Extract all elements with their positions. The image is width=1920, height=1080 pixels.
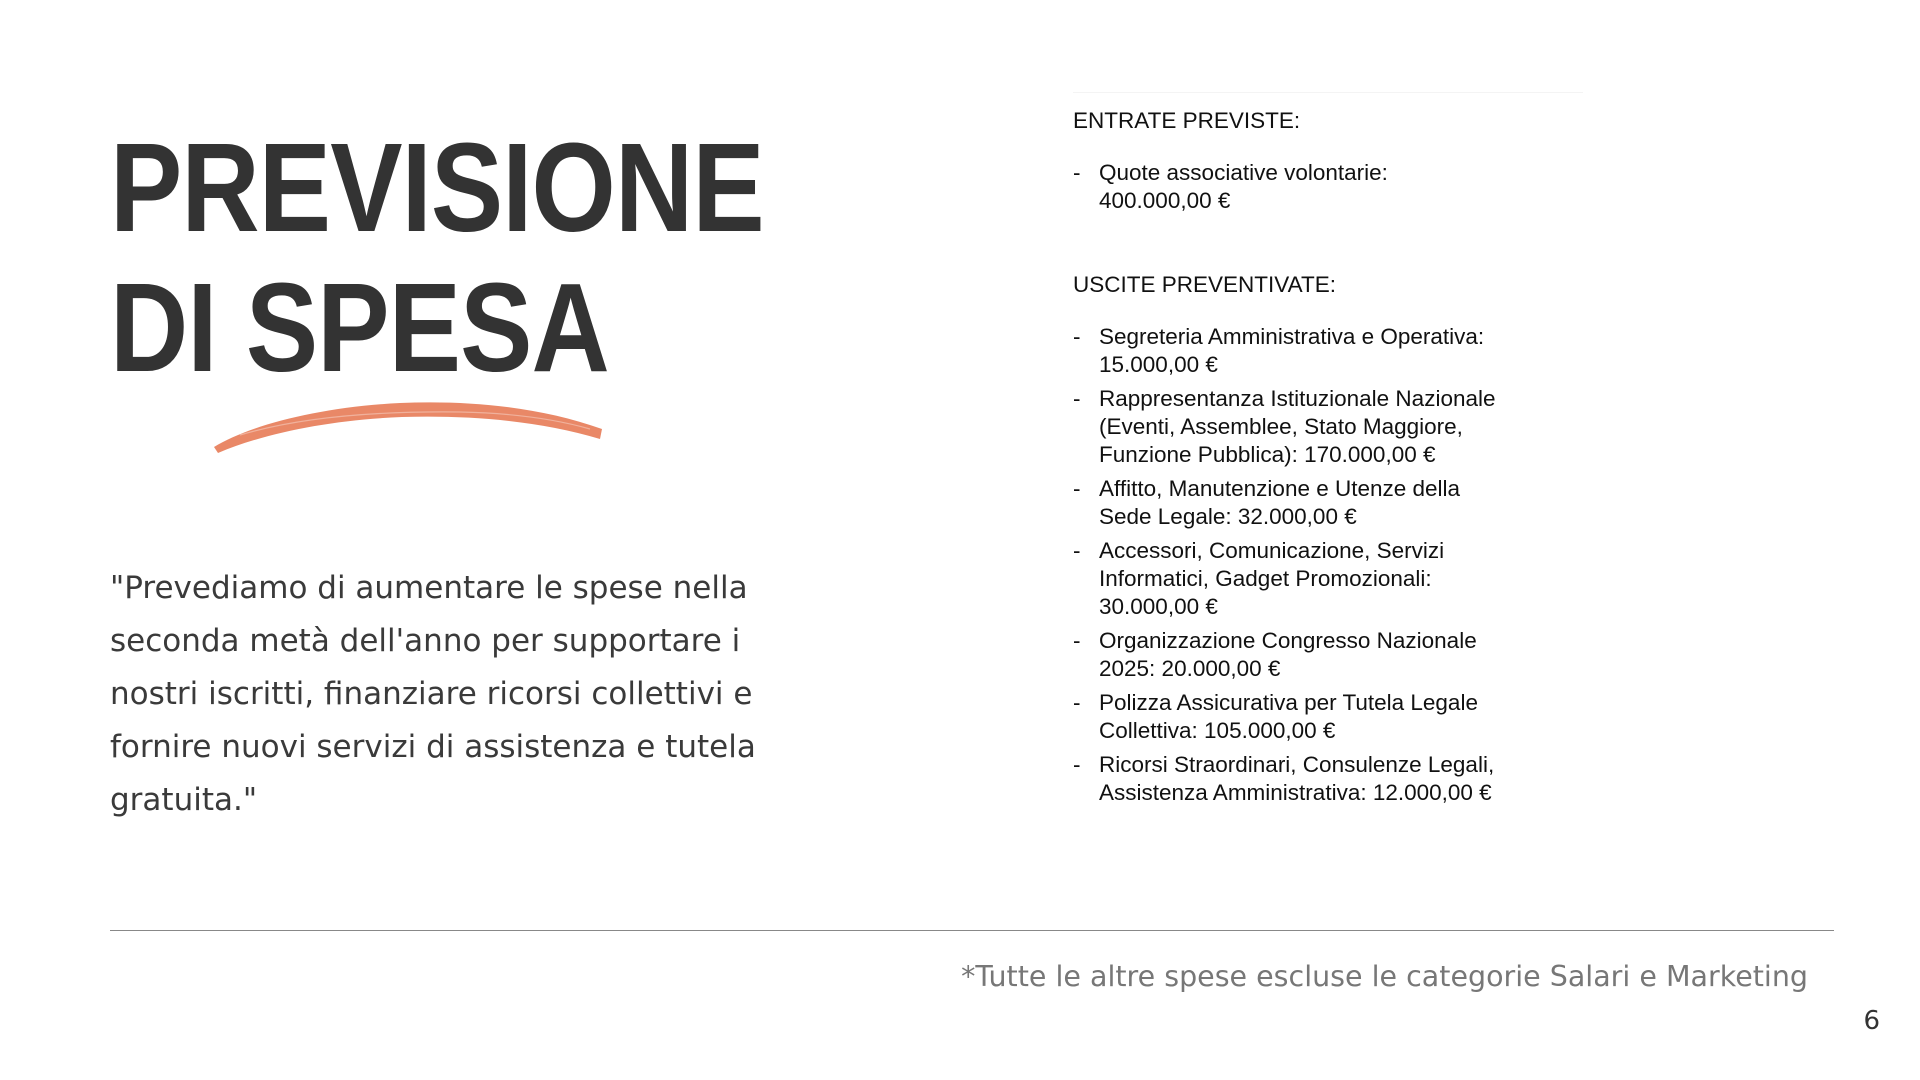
page-number: 6 <box>1863 1006 1880 1036</box>
dash-bullet: - <box>1073 160 1081 185</box>
expense-text: Rappresentanza Istituzionale Nazionale (Eventi, Assemblee, Stato Maggiore, Funzione Pubblica): 170.000,00 € <box>1099 386 1496 467</box>
list-item <box>1073 323 1539 379</box>
list-item <box>1073 689 1539 745</box>
expense-heading: USCITE PREVENTIVATE: <box>1073 272 1336 297</box>
title-line-2: DI SPESA <box>110 257 609 398</box>
footnote: *Tutte le altre spese escluse le categorie Salari e Marketing <box>961 960 1808 993</box>
expense-text: Accessori, Comunicazione, Servizi Informatici, Gadget Promozionali: 30.000,00 € <box>1099 538 1445 619</box>
dash-bullet: - <box>1073 690 1081 715</box>
dash-bullet: - <box>1073 386 1081 411</box>
slide-title <box>110 118 764 398</box>
income-heading: ENTRATE PREVISTE: <box>1073 108 1301 133</box>
section-spacer <box>1073 221 1573 271</box>
brush-stroke-shape <box>214 402 602 453</box>
dash-bullet: - <box>1073 476 1081 501</box>
income-amount: 400.000,00 € <box>1099 188 1231 213</box>
income-list <box>1073 159 1573 215</box>
dash-bullet: - <box>1073 752 1081 777</box>
list-item <box>1073 385 1499 469</box>
list-item <box>1073 159 1573 215</box>
expense-text: Ricorsi Straordinari, Consulenze Legali, Assistenza Amministrativa: 12.000,00 € <box>1099 752 1495 805</box>
divider-line <box>110 930 1834 931</box>
expense-text: Organizzazione Congresso Nazionale 2025: 20.000,00 € <box>1099 628 1477 681</box>
dash-bullet: - <box>1073 538 1081 563</box>
budget-panel <box>1073 92 1583 823</box>
list-item <box>1073 537 1499 621</box>
dash-bullet: - <box>1073 324 1081 349</box>
expense-text: Affitto, Manutenzione e Utenze della Sede Legale: 32.000,00 € <box>1099 476 1461 529</box>
expense-text: Polizza Assicurativa per Tutela Legale Collettiva: 105.000,00 € <box>1099 690 1478 743</box>
income-label: Quote associative volontarie: <box>1099 160 1388 185</box>
dash-bullet: - <box>1073 628 1081 653</box>
quote-text: "Prevediamo di aumentare le spese nella seconda metà dell'anno per supportare i nostri iscritti, finanziare ricorsi collettivi e fornire nuovi servizi di assistenza e tutela gratuita." <box>110 570 756 818</box>
expense-list <box>1073 323 1573 807</box>
list-item <box>1073 475 1504 531</box>
expense-text: Segreteria Amministrativa e Operativa: 15.000,00 € <box>1099 324 1485 377</box>
brush-stroke-decoration <box>210 385 605 455</box>
title-line-1: PREVISIONE <box>110 117 764 258</box>
list-item <box>1073 627 1529 683</box>
list-item <box>1073 751 1499 807</box>
